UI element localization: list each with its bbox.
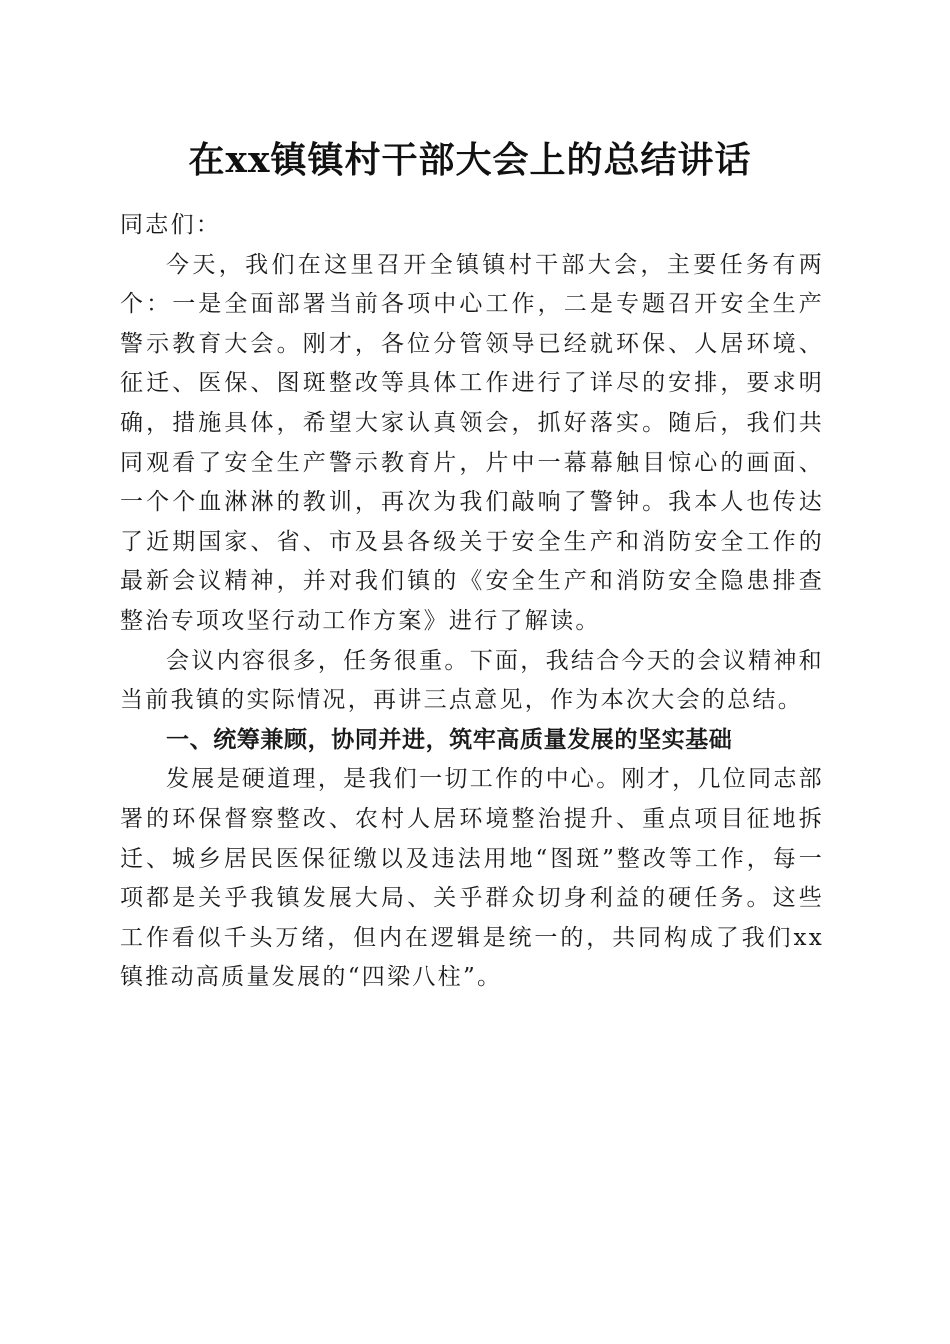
document-body: [120, 206, 824, 998]
document-title: 在xx镇镇村干部大会上的总结讲话: [188, 139, 752, 181]
section-heading: 一、统筹兼顾，协同并进，筑牢高质量发展的坚实基础: [166, 726, 733, 753]
salutation: 同志们：: [120, 212, 222, 238]
paragraph-opening: 今天，我们在这里召开全镇镇村干部大会，主要任务有两个：一是全面部署当前各项中心工作，二是专题召开安全生产警示教育大会。刚才，各位分管领导已经就环保、人居环境、征迁、医保、图斑整改等具体工作进行了详尽的安排，要求明确，措施具体，希望大家认真领会，抓好落实。随后，我们共同观看了安全生产警示教育片，片中一幕幕触目惊心的画面、一个个血淋淋的教训，再次为我们敲响了警钟。我本人也传达了近期国家、省、市及县各级关于安全生产和消防安全工作的最新会议精神，并对我们镇的《安全生产和消防安全隐患排查整治专项攻坚行动工作方案》进行了解读。: [120, 251, 824, 634]
paragraph-section-one: 发展是硬道理，是我们一切工作的中心。刚才，几位同志部署的环保督察整改、农村人居环境整治提升、重点项目征地拆迁、城乡居民医保征缴以及违法用地“图斑”整改等工作，每一项都是关乎我镇发展大局、关乎群众切身利益的硬任务。这些工作看似千头万绪，但内在逻辑是统一的，共同构成了我们xx镇推动高质量发展的“四梁八柱”。: [120, 766, 824, 991]
paragraph-transition: 会议内容很多，任务很重。下面，我结合今天的会议精神和当前我镇的实际情况，再讲三点意见，作为本次大会的总结。: [120, 647, 824, 714]
